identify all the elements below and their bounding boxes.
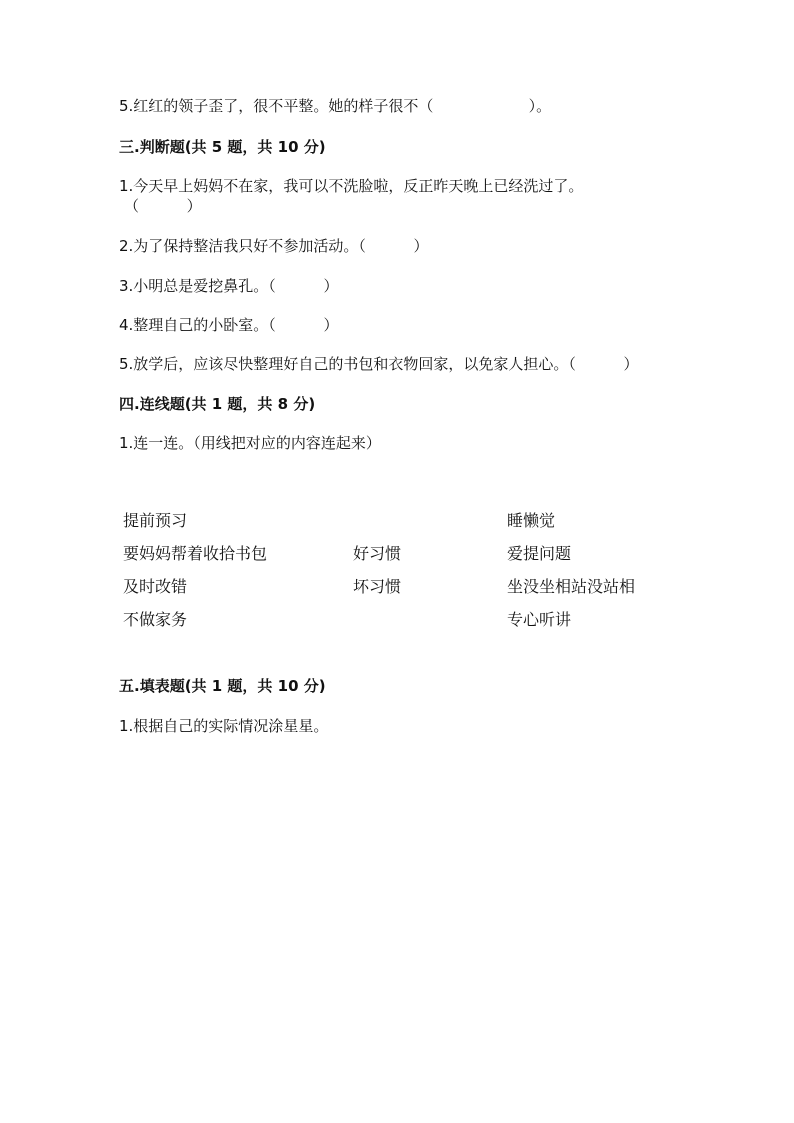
match-left-item-2: 要妈妈帮着收拾书包 [123,544,268,563]
question-fill-blank-5: 5.红红的领子歪了，很不平整。她的样子很不（ ）。 [119,97,552,115]
question-true-false-5: 5.放学后，应该尽快整理好自己的书包和衣物回家，以免家人担心。（ ） [119,355,639,373]
match-middle-item-1: 好习惯 [353,544,402,563]
match-middle-item-2: 坏习惯 [353,577,402,596]
section-heading-true-false: 三.判断题(共 5 题，共 10 分) [119,138,326,156]
question-true-false-3: 3.小明总是爱挖鼻孔。（ ） [119,277,339,295]
question-true-false-1-answer-paren: （ ） [124,197,202,215]
question-matching-1: 1.连一连。（用线把对应的内容连起来） [119,434,381,452]
match-left-item-1: 提前预习 [123,511,188,530]
question-true-false-1: 1.今天早上妈妈不在家，我可以不洗脸啦，反正昨天晚上已经洗过了。 [119,177,584,195]
match-left-item-4: 不做家务 [123,610,188,629]
question-true-false-2: 2.为了保持整洁我只好不参加活动。（ ） [119,237,429,255]
question-fill-table-1: 1.根据自己的实际情况涂星星。 [119,717,329,735]
section-heading-matching: 四.连线题(共 1 题，共 8 分) [119,395,316,413]
match-left-item-3: 及时改错 [123,577,188,596]
match-right-item-3: 坐没坐相站没站相 [507,577,636,596]
match-right-item-4: 专心听讲 [507,610,572,629]
question-true-false-4: 4.整理自己的小卧室。（ ） [119,316,339,334]
match-right-item-1: 睡懒觉 [507,511,556,530]
section-heading-fill-table: 五.填表题(共 1 题，共 10 分) [119,677,326,695]
match-right-item-2: 爱提问题 [507,544,572,563]
